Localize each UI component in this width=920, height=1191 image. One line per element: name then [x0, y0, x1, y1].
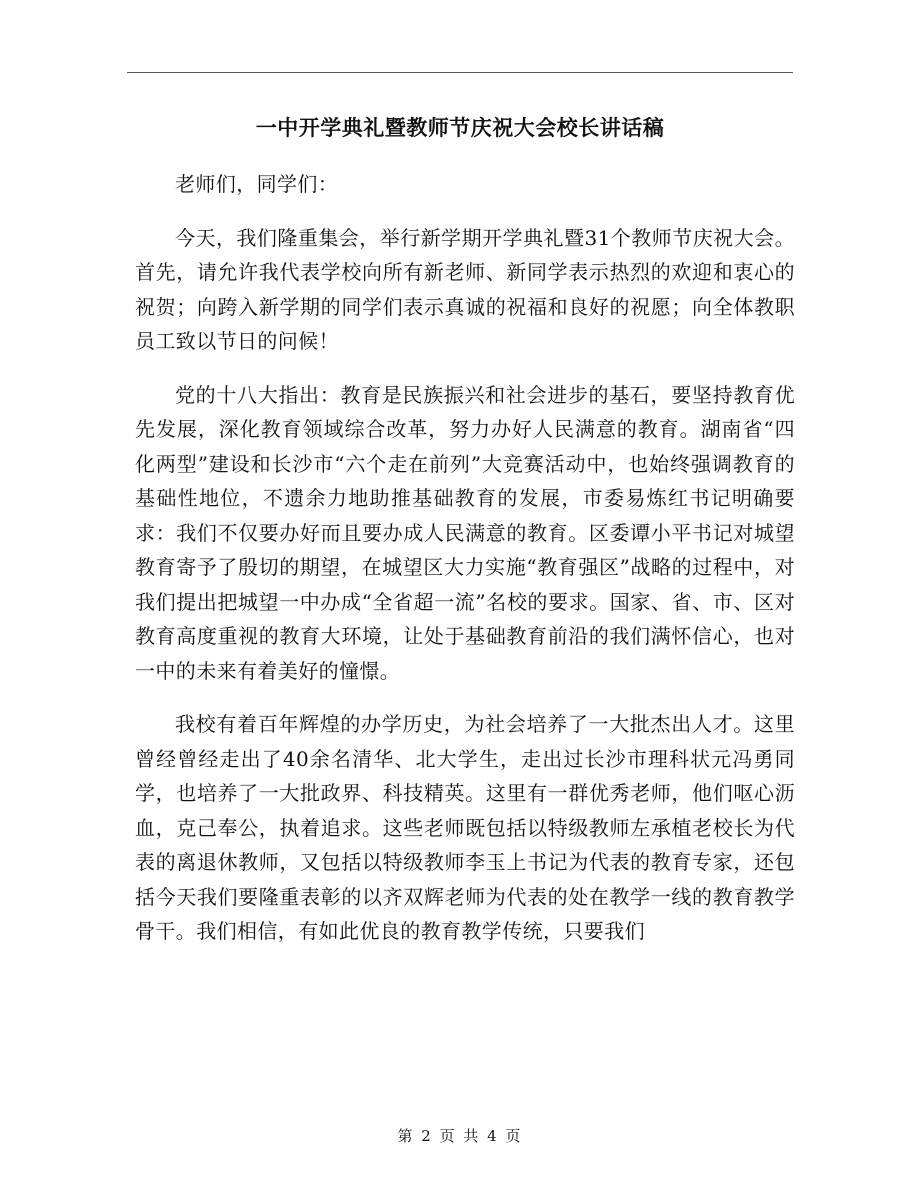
school-history-paragraph: 我校有着百年辉煌的办学历史，为社会培养了一大批杰出人才。这里曾经曾经走出了40余名清华、北大学生，走出过长沙市理科状元冯勇同学，也培养了一大批政界、科技精英。这里有一群优秀老师，他们呕心沥血，克己奉公，执着追求。这些老师既包括以特级教师左承植老校长为代表的离退休教师，又包括以特级教师李玉上书记为代表的教育专家，还包括今天我们要隆重表彰的以齐双辉老师为代表的处在教学一线的教育教学骨干。我们相信，有如此优良的教育教学传统，只要我们 — [135, 712, 795, 943]
document-title: 一中开学典礼暨教师节庆祝大会校长讲话稿 — [255, 115, 665, 140]
salutation-paragraph: 老师们，同学们： — [175, 172, 339, 196]
document-body — [135, 167, 795, 968]
header-rule — [127, 72, 793, 73]
opening-paragraph: 今天，我们隆重集会，举行新学期开学典礼暨31个教师节庆祝大会。首先，请允许我代表学校向所有新老师、新同学表示热烈的欢迎和衷心的祝贺；向跨入新学期的同学们表示真诚的祝福和良好的祝愿；向全体教职员工致以节日的问候！ — [135, 225, 795, 353]
policy-paragraph: 党的十八大指出：教育是民族振兴和社会进步的基石，要坚持教育优先发展，深化教育领域综合改革，努力办好人民满意的教育。湖南省“四化两型”建设和长沙市“六个走在前列”大竞赛活动中，也始终强调教育的基础性地位，不遗余力地助推基础教育的发展，市委易炼红书记明确要求：我们不仅要办好而且要办成人民满意的教育。区委谭小平书记对城望教育寄予了殷切的期望，在城望区大力实施“教育强区”战略的过程中，对我们提出把城望一中办成“全省超一流”名校的要求。国家、省、市、区对教育高度重视的教育大环境，让处于基础教育前沿的我们满怀信心，也对一中的未来有着美好的憧憬。 — [135, 382, 795, 683]
page-number: 第 2 页 共 4 页 — [397, 1127, 523, 1145]
